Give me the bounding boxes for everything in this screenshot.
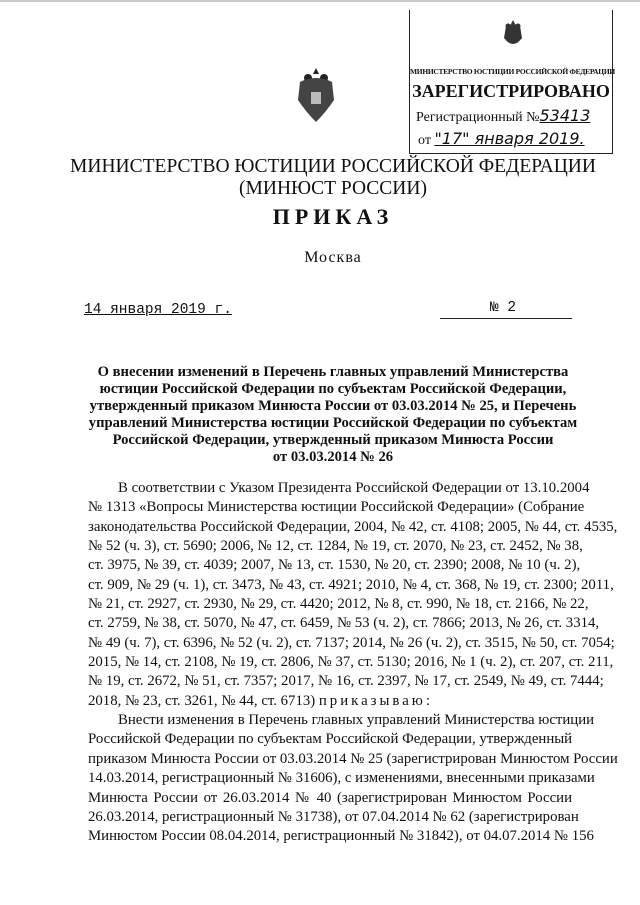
heading-line: утвержденный приказом Минюста России от 03.03.2014 № 25, и Перечень <box>89 398 577 414</box>
date-handwritten: "17" января 2019. <box>434 129 585 148</box>
body-line: Минюстом России 08.04.2014, регистрационный № 31842), от 04.07.2014 № 156 <box>88 828 594 845</box>
order-date: 14 января 2019 г. <box>84 302 232 318</box>
body-line: № 52 (ч. 3), ст. 5690; 2006, № 12, ст. 1284, № 19, ст. 2070, № 23, ст. 2452, № 38, <box>88 538 583 555</box>
heading-line: О внесении изменений в Перечень главных управлений Министерства <box>97 364 569 380</box>
document-type: ПРИКАЗ <box>272 204 394 229</box>
heading-line: управлений Министерства юстиции Российской Федерации по субъектам <box>88 415 578 431</box>
scan-edge <box>0 0 640 2</box>
body-line: ст. 3975, № 39, ст. 4039; 2007, № 13, ст. 1530, № 20, ст. 2390; 2008, № 10 (ч. 2), <box>88 557 581 574</box>
stamp-date-prefix: от <box>418 133 431 148</box>
order-heading <box>88 364 578 466</box>
body-line: ст. 2759, № 38, ст. 5070, № 47, ст. 6459, № 53 (ч. 2), ст. 7866; 2013, № 26, ст. 3314, <box>88 615 600 632</box>
heading-line: Российской Федерации, утвержденный приказом Минюста России <box>112 432 554 448</box>
body-line: Внести изменения в Перечень главных управлений Министерства юстиции <box>118 712 595 729</box>
body-line: законодательства Российской Федерации, 2004, № 42, ст. 4108; 2005, № 44, ст. 4535, <box>88 518 618 535</box>
body-line: Российской Федерации по субъектам Российской Федерации, утвержденный <box>88 731 573 748</box>
coat-of-arms-icon <box>296 66 336 126</box>
coat-of-arms-icon <box>500 18 526 52</box>
body-line: № 19, ст. 2672, № 51, ст. 7357; 2017, № 16, ст. 2397, № 17, ст. 2549, № 49, ст. 7444; <box>88 673 604 690</box>
stamp-date <box>418 129 585 151</box>
heading-line: от 03.03.2014 № 26 <box>272 449 394 465</box>
order-word: приказываю: <box>318 692 433 709</box>
citation-end: 2018, № 23, ст. 3261, № 44, ст. 6713) <box>88 692 316 709</box>
stamp-registered: ЗАРЕГИСТРИРОВАНО <box>412 81 610 101</box>
body-line: № 49 (ч. 7), ст. 6396, № 52 (ч. 2), ст. 7137; 2014, № 26 (ч. 2), ст. 3515, № 50, ст. 7054; <box>88 634 615 651</box>
body-line: ст. 909, № 29 (ч. 1), ст. 3473, № 43, ст. 4921; 2010, № 4, ст. 368, № 19, ст. 2300; 2011, <box>88 576 614 593</box>
body-line: В соответствии с Указом Президента Российской Федерации от 13.10.2004 <box>118 480 590 496</box>
order-number: № 2 <box>490 300 517 316</box>
order-body <box>88 479 618 847</box>
number-underline <box>440 318 572 319</box>
body-line: 2015, № 14, ст. 2108, № 19, ст. 2806, № 37, ст. 5130; 2016, № 1 (ч. 2), ст. 207, ст. 211, <box>88 654 614 671</box>
ministry-short: (МИНЮСТ РОССИИ) <box>239 178 427 199</box>
reg-number-handwritten: 53413 <box>539 106 591 125</box>
stamp-reg-label: Регистрационный № <box>416 110 540 125</box>
body-line <box>88 692 572 711</box>
registration-stamp <box>409 10 613 154</box>
stamp-ministry: МИНИСТЕРСТВО ЮСТИЦИИ РОССИЙСКОЙ ФЕДЕРАЦИИ <box>410 67 615 76</box>
body-line: № 1313 «Вопросы Министерства юстиции Российской Федерации» (Собрание <box>88 499 585 516</box>
body-line: Минюста России от 26.03.2014 № 40 (зарегистрирован Минюстом России <box>88 789 572 806</box>
body-line: № 21, ст. 2927, ст. 2930, № 29, ст. 4420; 2012, № 8, ст. 990, № 18, ст. 2166, № 22, <box>88 596 589 613</box>
ministry-title: МИНИСТЕРСТВО ЮСТИЦИИ РОССИЙСКОЙ ФЕДЕРАЦИИ <box>70 156 596 177</box>
body-line: 26.03.2014, регистрационный № 31738), от 07.04.2014 № 62 (зарегистрирован <box>88 808 579 825</box>
stamp-reg-number <box>416 106 590 128</box>
heading-line: юстиции Российской Федерации по субъектам Российской Федерации, <box>99 381 567 397</box>
body-line: приказом Минюста России от 03.03.2014 № 25 (зарегистрирован Минюстом России <box>88 750 618 767</box>
city: Москва <box>304 249 362 266</box>
body-line: 14.03.2014, регистрационный № 31606), с изменениями, внесенными приказами <box>88 770 595 787</box>
